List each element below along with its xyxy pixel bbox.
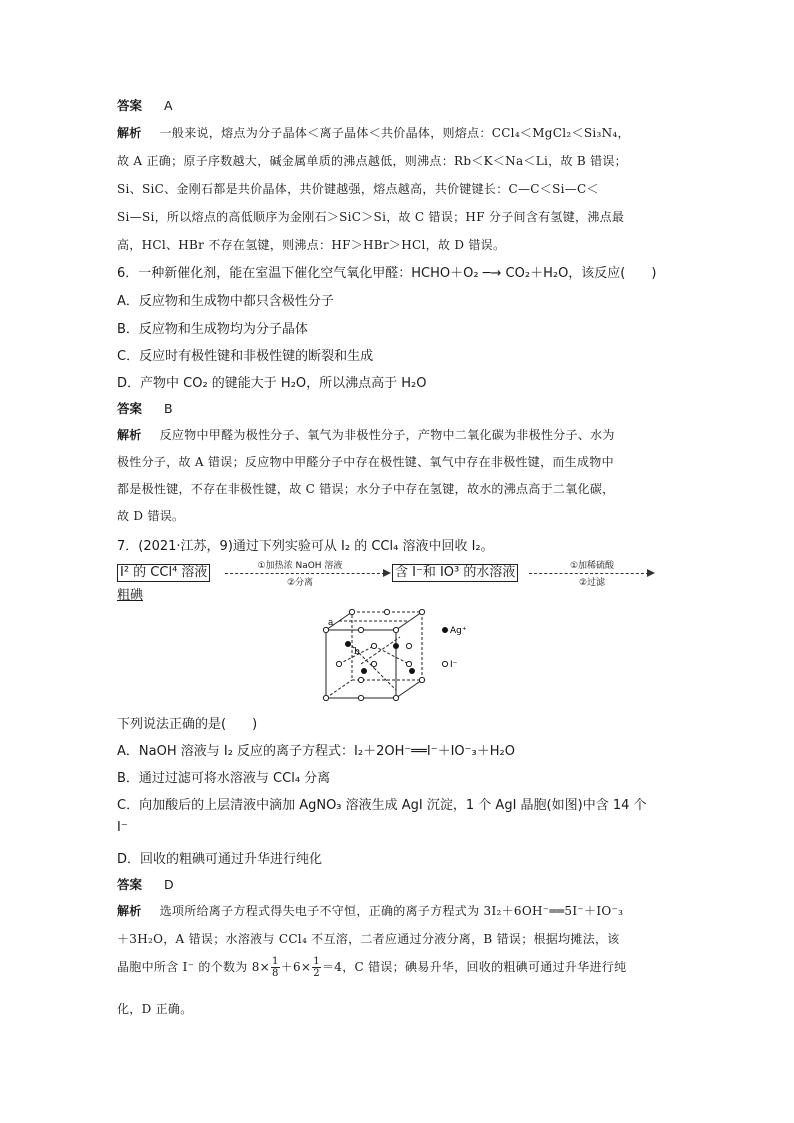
flow-step1-bottom: ②分离 bbox=[286, 578, 314, 588]
label-a: a bbox=[328, 618, 334, 628]
flow-box-start: I² 的 CCl⁴ 溶液 bbox=[117, 564, 210, 582]
legend-i-marker bbox=[442, 661, 447, 666]
answer-value: B bbox=[164, 401, 173, 416]
process-flow bbox=[117, 562, 677, 602]
q7-explanation-line: 解析 选项所给离子方程式得失电子不守恒，正确的离子方程式为 3I₂＋6OH⁻══5I⁻＋IO⁻₃ bbox=[117, 904, 624, 918]
silver-ions bbox=[345, 641, 415, 674]
exp-label: 解析 bbox=[117, 126, 142, 140]
q6-explanation-line: 解析 反应物中甲醛为极性分子、氧气为非极性分子，产物中二氧化碳为非极性分子、水为 bbox=[117, 428, 615, 442]
flow-box-middle: 含 I⁻和 IO³ 的水溶液 bbox=[392, 564, 518, 582]
q7-explanation-line: 化，D 正确。 bbox=[117, 1002, 193, 1016]
agi-unit-cell-figure bbox=[322, 608, 482, 703]
q6-option-a: A．反应物和生成物中都只含极性分子 bbox=[117, 294, 334, 309]
q6-explanation-line: 极性分子，故 A 错误；反应物中甲醛分子中存在极性键、氧气中存在非极性键，而生成物中 bbox=[117, 455, 614, 469]
q7-option-b: B．通过过滤可将水溶液与 CCl₄ 分离 bbox=[117, 771, 331, 786]
flow-arrow-1 bbox=[225, 573, 385, 574]
q5-explanation-line: Si、SiC、金刚石都是共价晶体，共价键越强，熔点越高，共价键键长：C—C＜Si—C＜ bbox=[117, 182, 599, 196]
q7-option-a: A．NaOH 溶液与 I₂ 反应的离子方程式：I₂＋2OH⁻══I⁻＋IO⁻₃＋H₂O bbox=[117, 744, 515, 759]
q5-answer bbox=[117, 96, 173, 114]
q6-explanation-line: 故 D 错误。 bbox=[117, 509, 185, 523]
flow-step1-top: ①加热浓 NaOH 溶液 bbox=[257, 561, 343, 571]
q5-explanation-line: 解析 一般来说，熔点为分子晶体＜离子晶体＜共价晶体，则熔点：CCl₄＜MgCl₂＜Si₃N₄， bbox=[117, 126, 630, 140]
answer-label: 答案 bbox=[117, 401, 143, 416]
q6-option-d: D．产物中 CO₂ 的键能大于 H₂O，所以沸点高于 H₂O bbox=[117, 376, 427, 391]
flow-arrow-2 bbox=[529, 573, 649, 574]
q6-option-c: C．反应时有极性键和非极性键的断裂和生成 bbox=[117, 349, 374, 364]
answer-label: 答案 bbox=[117, 877, 143, 892]
q7-prompt: 下列说法正确的是( ) bbox=[117, 717, 258, 732]
q7-explanation-line: ＋3H₂O，A 错误；水溶液与 CCl₄ 不互溶，二者应通过分液分离，B 错误；根据均摊法，该 bbox=[117, 932, 620, 946]
answer-value: A bbox=[164, 98, 173, 113]
q5-explanation-line: 故 A 正确；原子序数越大，碱金属单质的沸点越低，则沸点：Rb＜K＜Na＜Li，故 B 错误； bbox=[117, 154, 627, 168]
q7-stem: 7．(2021·江苏，9)通过下列实验可从 I₂ 的 CCl₄ 溶液中回收 I₂。 bbox=[117, 539, 494, 554]
q7-answer bbox=[117, 875, 174, 893]
q6-explanation-line: 都是极性键，不存在非极性键，故 C 错误；水分子中存在氢键，故水的沸点高于二氧化碳， bbox=[117, 482, 615, 496]
legend-ag-marker bbox=[442, 627, 448, 633]
label-b: b bbox=[354, 647, 360, 657]
q5-explanation-line: 高，HCl、HBr 不存在氢键，则沸点：HF＞HBr＞HCl，故 D 错误。 bbox=[117, 238, 506, 252]
legend-ag: Ag⁺ bbox=[450, 626, 467, 636]
q7-option-c: C．向加酸后的上层清液中滴加 AgNO₃ 溶液生成 AgI 沉淀，1 个 AgI 晶胞(如图)中含 14 个 bbox=[117, 798, 647, 813]
flow-product: 粗碘 bbox=[117, 588, 144, 603]
answer-label: 答案 bbox=[117, 98, 143, 113]
q6-option-b: B．反应物和生成物均为分子晶体 bbox=[117, 322, 308, 337]
q7-option-c-cont: I⁻ bbox=[117, 820, 128, 835]
flow-step2-bottom: ②过滤 bbox=[578, 578, 606, 588]
q6-stem: 6．一种新催化剂，能在室温下催化空气氧化甲醛：HCHO＋O₂ ─→ CO₂＋H₂O，该反应( ) bbox=[117, 266, 657, 281]
exp-label: 解析 bbox=[117, 904, 142, 918]
arrow-head-icon bbox=[647, 569, 655, 577]
q6-answer bbox=[117, 399, 173, 417]
answer-value: D bbox=[164, 877, 174, 892]
q7-option-d: D．回收的粗碘可通过升华进行纯化 bbox=[117, 852, 323, 867]
q5-explanation-line: Si—Si，所以熔点的高低顺序为金刚石＞SiC＞Si，故 C 错误；HF 分子间含有氢键，沸点最 bbox=[117, 210, 625, 224]
fraction-one-eighth: $\frac{1}{8}$ bbox=[272, 956, 279, 979]
arrow-head-icon bbox=[383, 569, 391, 577]
q7-explanation-line: 晶胞中所含 I⁻ 的个数为 8× $\frac{1}{8}$ ＋6× $\frac{1}{2}$ ＝4，C 错误；碘易升华，回收的粗碘可通过升华进行纯 bbox=[117, 956, 627, 979]
flow-step2-top: ①加稀硫酸 bbox=[569, 561, 615, 571]
legend-i: I⁻ bbox=[450, 660, 458, 670]
exp-label: 解析 bbox=[117, 428, 142, 442]
fraction-one-half: $\frac{1}{2}$ bbox=[313, 956, 320, 979]
